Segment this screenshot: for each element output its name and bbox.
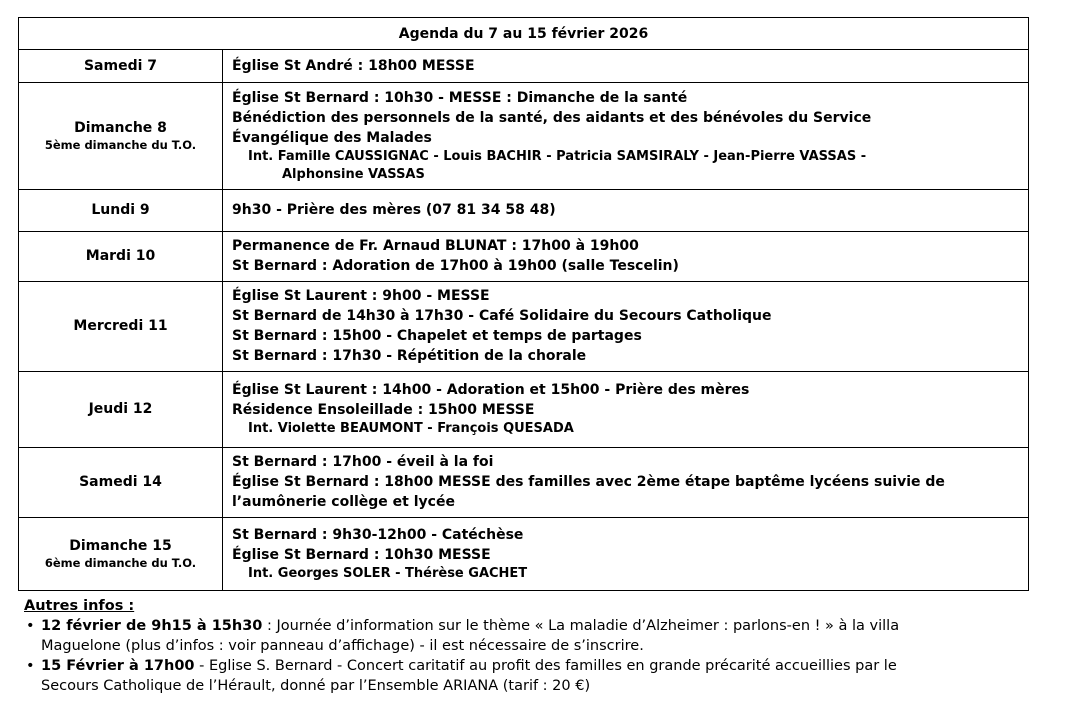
- info-text: : Journée d’information sur le thème « La maladie d’Alzheimer : parlons-en ! » à la villa: [262, 618, 900, 634]
- agenda-table: [18, 17, 1029, 591]
- liturgical-day: 5ème dimanche du T.O.: [44, 138, 197, 152]
- event-line: Église St Bernard : 18h00 MESSE des familles avec 2ème étape baptême lycéens suivie de: [232, 474, 945, 490]
- event-line: St Bernard de 14h30 à 17h30 - Café Solidaire du Secours Catholique: [232, 308, 772, 324]
- info-text-cont: Maguelone (plus d’infos : voir panneau d’affichage) - il est nécessaire de s’inscrire.: [41, 638, 644, 654]
- event-line: Évangélique des Malades: [232, 129, 432, 146]
- info-date: 12 février de 9h15 à 15h30: [41, 618, 263, 634]
- day-label: Mercredi 11: [73, 318, 168, 334]
- info-text: - Eglise S. Bernard - Concert caritatif au profit des familles en grande précarité accueillies par le: [194, 658, 897, 674]
- day-label: Mardi 10: [85, 248, 156, 264]
- liturgical-day: 6ème dimanche du T.O.: [44, 556, 197, 570]
- info-item: [24, 616, 899, 656]
- other-infos-title: Autres infos :: [24, 598, 135, 614]
- events-cell: [223, 282, 1029, 372]
- event-line: St Bernard : 9h30-12h00 - Catéchèse: [232, 526, 524, 543]
- event-line: Bénédiction des personnels de la santé, des aidants et des bénévoles du Service: [232, 109, 872, 126]
- event-line: Int. Georges SOLER - Thérèse GACHET: [248, 565, 528, 581]
- events-cell: [223, 372, 1029, 448]
- day-cell: [19, 50, 223, 83]
- day-cell: [19, 518, 223, 591]
- day-label: Samedi 7: [83, 57, 158, 74]
- info-text-cont: Secours Catholique de l’Hérault, donné par l’Ensemble ARIANA (tarif : 20 €): [41, 678, 591, 694]
- agenda-row: [19, 190, 1029, 232]
- event-line: Église St Bernard : 10h30 MESSE: [232, 546, 491, 563]
- day-label: Dimanche 15: [69, 538, 172, 554]
- events-cell: [223, 83, 1029, 190]
- day-cell: [19, 190, 223, 232]
- other-infos: [24, 596, 899, 696]
- day-cell: [19, 83, 223, 190]
- event-line: 9h30 - Prière des mères (07 81 34 58 48): [232, 202, 556, 218]
- event-line: St Bernard : 17h30 - Répétition de la chorale: [232, 348, 587, 364]
- event-line: Int. Famille CAUSSIGNAC - Louis BACHIR - Patricia SAMSIRALY - Jean-Pierre VASSAS -: [248, 148, 867, 164]
- agenda-row: [19, 83, 1029, 190]
- day-label: Jeudi 12: [88, 401, 153, 417]
- events-cell: [223, 448, 1029, 518]
- event-line: Alphonsine VASSAS: [282, 166, 425, 182]
- day-label: Dimanche 8: [74, 120, 167, 136]
- bullet-icon: •: [26, 658, 35, 674]
- day-label: Samedi 14: [79, 474, 162, 490]
- info-date: 15 Février à 17h00: [41, 658, 195, 674]
- day-cell: [19, 232, 223, 282]
- agenda-row: [19, 50, 1029, 83]
- agenda-row: [19, 282, 1029, 372]
- agenda-title: Agenda du 7 au 15 février 2026: [19, 18, 1029, 50]
- event-line: St Bernard : 15h00 - Chapelet et temps de partages: [232, 328, 642, 344]
- info-item: [24, 656, 899, 696]
- event-line: Résidence Ensoleillade : 15h00 MESSE: [232, 402, 535, 418]
- events-cell: [223, 190, 1029, 232]
- event-line: St Bernard : 17h00 - éveil à la foi: [232, 454, 494, 470]
- event-line: St Bernard : Adoration de 17h00 à 19h00 (salle Tescelin): [232, 258, 679, 274]
- events-cell: [223, 232, 1029, 282]
- agenda-row: [19, 448, 1029, 518]
- day-cell: [19, 282, 223, 372]
- agenda-row: [19, 372, 1029, 448]
- event-line: Permanence de Fr. Arnaud BLUNAT : 17h00 à 19h00: [232, 238, 639, 254]
- bullet-icon: •: [26, 618, 35, 634]
- events-cell: [223, 518, 1029, 591]
- agenda-row: [19, 518, 1029, 591]
- event-line: Église St Laurent : 9h00 - MESSE: [232, 288, 490, 304]
- day-cell: [19, 372, 223, 448]
- day-label: Lundi 9: [91, 202, 150, 218]
- event-line: Int. Violette BEAUMONT - François QUESADA: [248, 421, 574, 436]
- event-line: Église St Laurent : 14h00 - Adoration et 15h00 - Prière des mères: [232, 382, 750, 398]
- event-line: Église St Bernard : 10h30 - MESSE : Dimanche de la santé: [232, 89, 688, 106]
- day-cell: [19, 448, 223, 518]
- events-cell: [223, 50, 1029, 83]
- event-line: Église St André : 18h00 MESSE: [232, 57, 475, 74]
- event-line: l’aumônerie collège et lycée: [232, 494, 455, 510]
- agenda-row: [19, 232, 1029, 282]
